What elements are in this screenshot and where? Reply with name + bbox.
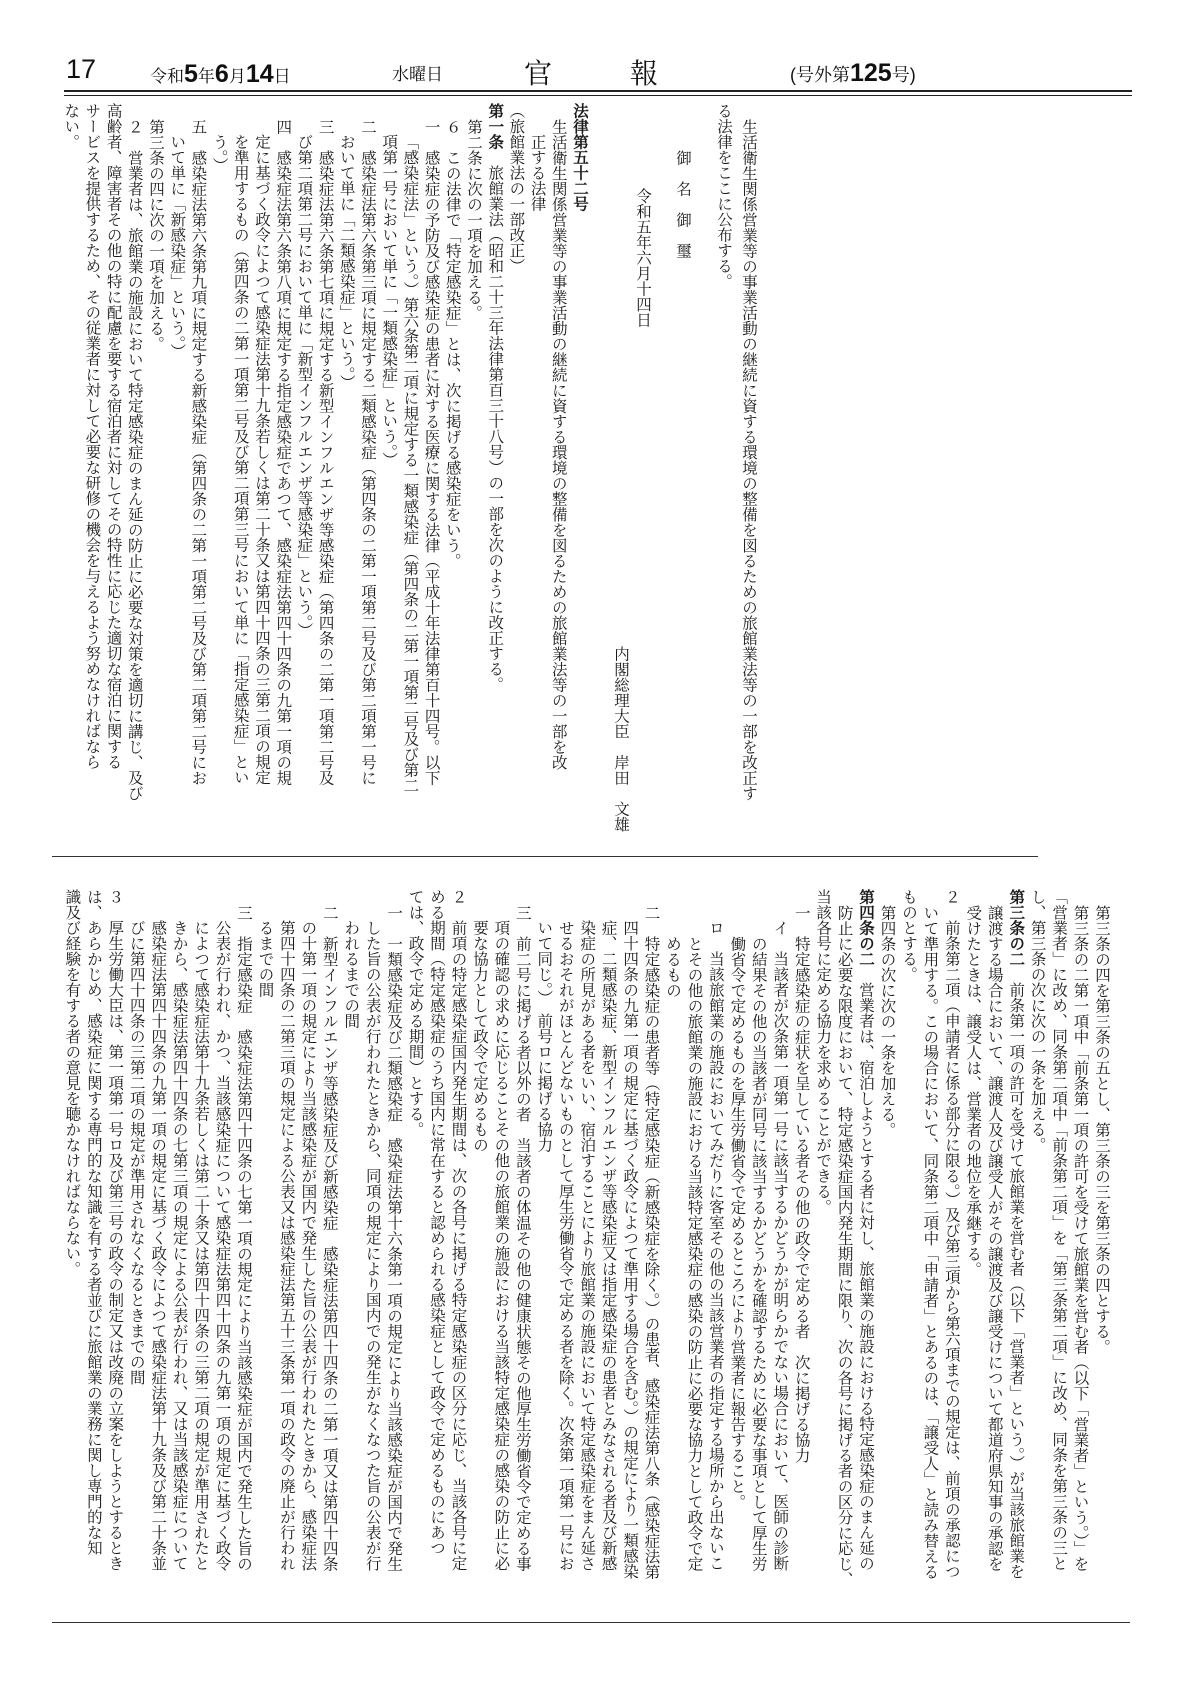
text-column: 二 特定感染症の患者等（特定感染症（新感染症を除く。）の患者、感染症法第八条（感染症法第 — [642, 904, 661, 1579]
text-column: 項の確認の求めに応じることその他の旅館業の施設における当該特定感染症の感染の防止に必 — [492, 920, 511, 1571]
text-column: 第二条に次の一項を加える。 — [465, 118, 483, 320]
text-column: 第四十四条の二第三項の規定による公表又は感染症法第五十三条第一項の政令の廃止が行われ — [277, 920, 296, 1571]
text-column: の結果その他の当該者が同号に該当するかどうかを確認するために必要な事項として厚生労 — [749, 935, 768, 1571]
text-column: 一 一類感染症及び二類感染症 感染症法第十六条第一項の規定により当該感染症が国内で発生 — [385, 904, 404, 1571]
text-column: 一 感染症の予防及び感染症の患者に対する医療に関する法律（平成十年法律第百十四号。以下 — [422, 118, 441, 785]
text-column: るまでの間 — [256, 920, 275, 998]
weekday: 水曜日 — [392, 65, 443, 84]
text-column: 受けたときは、譲受人は、営業者の地位を承継する。 — [964, 904, 983, 1277]
text-column: 三 前二号に掲げる者以外の者 当該者の体温その他の健康状態その他厚生労働省令で定める事 — [513, 904, 532, 1571]
text-column: ロ 当該旅館業の施設においてみだりに客室その他の当該営業者の指定する場所から出ないこ — [706, 920, 725, 1571]
text-column: 要な協力として政令で定めるもの — [470, 920, 489, 1153]
text-column: いて同じ。） 前号ロに掲げる協力 — [535, 920, 554, 1153]
text-column: 症、二類感染症、新型インフルエンザ等感染症又は指定感染症の患者とみなされる者及び新感 — [599, 920, 618, 1571]
text-column: 感染症法第四十四条の九第一項の規定に基づく政令によつて感染症法第十九条及び第二十条並 — [149, 920, 168, 1571]
text-column: イ 当該者が次条第一項第一号に該当するかどうかが明らかでない場合において、医師の診断 — [771, 920, 790, 1571]
text-column: 四十四条の九第一項の規定に基づく政令によつて準用する場合を含む。）の規定により一類感染 — [621, 920, 640, 1579]
month: 6 — [214, 60, 229, 88]
text-column: 定に基づく政令によつて感染症法第十九条若しくは第二十条又は第四十四条の三第二項の規定 — [253, 134, 271, 785]
text-column: おいて単に「二類感染症」という。） — [337, 134, 356, 390]
text-column: ては、政令で定める期間）とする。 — [406, 889, 425, 1137]
text-column: きから、感染症法第四十四条の七第三項の規定による公表が行われ、又は当該感染症について — [170, 920, 189, 1571]
promulgation-date: 令和五年六月十四日 — [634, 188, 652, 328]
text-column: 譲渡する場合において、譲渡人及び譲受人がその譲渡及び譲受けについて都道府県知事の承認を — [985, 904, 1004, 1571]
section-divider — [52, 856, 1038, 857]
text-column — [487, 103, 503, 692]
issue-suffix: 号) — [891, 65, 916, 85]
text-column: 公表が行われ、かつ、当該感染症について感染症法第四十四条の九第一項の規定に基づく政令 — [213, 920, 232, 1571]
article-heading: 第四条の二 — [857, 889, 876, 967]
text-column: 四 感染症法第六条第八項に規定する指定感染症であつて、感染症法第四十四条の九第一項の規 — [274, 118, 293, 785]
month-unit: 月 — [228, 67, 246, 86]
text-column: 三 指定感染症 感染症法第四十四条の七第一項の規定により当該感染症が国内で発生した旨の — [235, 904, 253, 1571]
text-column: 五 感染症法第六条第九項に規定する新感染症（第四条の二第一項第二号及び第二項第二号にお — [189, 118, 208, 785]
text-column: 染症の所見がある者をいい、宿泊することにより旅館業の施設において特定感染症をまん延さ — [578, 920, 597, 1571]
text-column: 第四条の次に次の一条を加える。 — [878, 904, 897, 1137]
text-column: び第二項第二号において単に「新型インフルエンザ等感染症」という。） — [295, 134, 314, 638]
text-column: 第三条の四を第三条の五とし、第三条の三を第三条の四とする。 — [1093, 904, 1111, 1354]
text-column: 高齢者、障害者その他の特に配慮を要する宿泊者に対してその特性に応じた適切な宿泊に関する — [104, 103, 123, 770]
text-column: 「感染症法」という。）第六条第二項に規定する一類感染症（第四条の二第一項第二号及び第二 — [401, 134, 420, 793]
text-column: う。） — [210, 134, 229, 173]
promulgation-text: る法律をここに公布する。 — [715, 103, 733, 289]
text-column: の十第一項の規定により当該感染症が国内で発生した旨の公表が行われたときから、感染症法 — [299, 920, 318, 1571]
page-number: 17 — [66, 54, 97, 84]
text-column: 当該各号に定める協力を求めることができる。 — [814, 889, 833, 1215]
text-column: ６ この法律で「特定感染症」とは、次に掲げる感染症をいう。 — [443, 118, 462, 568]
prime-minister-signature: 内閣総理大臣 岸田 文雄 — [612, 645, 630, 832]
text-column: いて準用する。この場合において、同条第二項中「申請者」とあるのは、「譲受人」と読み替える — [921, 904, 940, 1579]
day: 14 — [245, 60, 274, 88]
text-column — [858, 889, 874, 1571]
text-column: （旅館業法の一部改正） — [507, 103, 526, 274]
year-unit: 年 — [197, 67, 215, 86]
year: 5 — [184, 60, 198, 88]
text-column: 「営業者」に改め、同条第二項中「前条第二項」を「第三条第二項」に改め、同条を第三条の三と — [1050, 889, 1069, 1571]
text-column: 識及び経験を有する者の意見を聴かなければならない。 — [63, 889, 82, 1277]
text-column: われるまでの間 — [342, 920, 361, 1029]
text-column: いて単に「新感染症」という。） — [168, 134, 187, 359]
text-column: し、第三条の次に次の一条を加える。 — [1028, 889, 1047, 1153]
article-text: 旅館業法（昭和二十三年法律第百三十八号）の一部を次のように改正する。 — [486, 149, 505, 692]
text-column: ない。 — [62, 103, 81, 150]
text-column: 二 感染症法第六条第三項に規定する二類感染症（第四条の二第一項第二号及び第二項第一号に — [359, 118, 377, 785]
text-column: とその他の旅館業の施設における当該特定感染症の感染の防止に必要な協力として政令で定 — [685, 935, 704, 1571]
text-column: 二 新型インフルエンザ等感染症及び新感染症 感染症法第四十四条の二第一項又は第四十四条 — [320, 904, 339, 1571]
text-column: サービスを提供するため、その従業者に対して必要な研修の機会を与えるよう努めなければなら — [83, 103, 102, 770]
bottom-rule — [52, 1622, 1130, 1623]
text-column: 三 感染症法第六条第七項に規定する新型インフルエンザ等感染症（第四条の二第一項第二号及 — [316, 118, 335, 785]
article-heading: 第一条 — [486, 103, 505, 150]
masthead-kan: 官 — [524, 57, 553, 90]
era: 令和 — [150, 67, 184, 86]
article-heading: 第三条の二 — [1007, 889, 1026, 967]
law-number-heading — [572, 103, 588, 212]
masthead-po: 報 — [630, 57, 659, 90]
text-column: 第三条の四に次の一項を加える。 — [147, 118, 165, 351]
issue-number-value: 125 — [850, 59, 892, 87]
article-heading: 法律第五十二号 — [571, 103, 589, 212]
header-rule — [64, 90, 1132, 96]
text-column: 一 特定感染症の症状を呈している者その他の政令で定める者 次に掲げる協力 — [792, 904, 811, 1463]
text-column: めるもの — [664, 935, 682, 998]
text-column: によつて感染症法第十九条若しくは第二十条又は第四十四条の三第二項の規定が準用されたと — [192, 920, 211, 1571]
text-column: した旨の公表が行われたときから、同項の規定により国内での発生がなくなつた旨の公表が行 — [363, 920, 382, 1571]
text-column: びに第四十四条の三第二項の規定が準用されなくなるときまでの間 — [127, 920, 146, 1385]
text-column — [1008, 889, 1024, 1579]
promulgation-text: 生活衛生関係営業等の事業活動の継続に資する環境の整備を図るための旅館業法等の一部を改正す — [740, 118, 758, 801]
text-column: 防止に必要な限度において、特定感染症国内発生期間に限り、次の各号に掲げる者の区分に応じ、 — [835, 904, 854, 1587]
text-column: 項第一号において単に「一類感染症」という。） — [380, 134, 399, 468]
text-column: 働省令で定めるものを厚生労働省令で定めるところにより営業者に報告すること。 — [728, 935, 747, 1509]
text-column: ２ 前条第二項（申請者に係る部分に限る。）及び第三項から第六項までの規定は、前項の承認につ — [942, 889, 961, 1579]
text-column: ２ 前項の特定感染症国内発生期間は、次の各号に掲げる特定感染症の区分に応じ、当該各号に定 — [449, 889, 468, 1571]
text-column: を準用するもの（第四条の二第一項第二号及び第二項第三号において単に「指定感染症」とい — [231, 134, 250, 785]
text-column: は、あらかじめ、感染症に関する専門的な知識を有する者並びに旅館業の業務に関し専門的な知 — [84, 889, 103, 1556]
text-column: 正する法律 — [528, 134, 547, 212]
article-text: 営業者は、宿泊しようとする者に対し、旅館業の施設における特定感染症のまん延の — [857, 966, 876, 1571]
day-unit: 日 — [273, 67, 291, 86]
text-column: せるおそれがほとんどないものとして厚生労働省令で定める者を除く。次条第一項第一号にお — [556, 920, 575, 1571]
text-column: 生活衛生関係営業等の事業活動の継続に資する環境の整備を図るための旅館業法等の一部を改 — [549, 118, 568, 770]
text-column: める期間（特定感染症のうち国内に常在すると認められる感染症として政令で定めるものにあつ — [428, 889, 447, 1556]
text-column: ３ 厚生労働大臣は、第一項第一号ロ及び第三号の政令の制定又は改廃の立案をしようとするとき — [106, 889, 125, 1571]
text-column: ものとする。 — [899, 889, 918, 982]
text-column: 第三条の二第一項中「前条第一項の許可を受けて旅館業を営む者（以下「営業者」という。）」を — [1071, 904, 1090, 1571]
text-column: ２ 営業者は、旅館業の施設において特定感染症のまん延の防止に必要な対策を適切に講じ、及び — [125, 118, 144, 801]
article-text: 前条第一項の許可を受けて旅館業を営む者（以下「営業者」という。）が当該旅館業を — [1007, 966, 1026, 1579]
issue-prefix: (号外第 — [790, 65, 850, 85]
imperial-seal-text: 御 名 御 璽 — [674, 149, 692, 258]
